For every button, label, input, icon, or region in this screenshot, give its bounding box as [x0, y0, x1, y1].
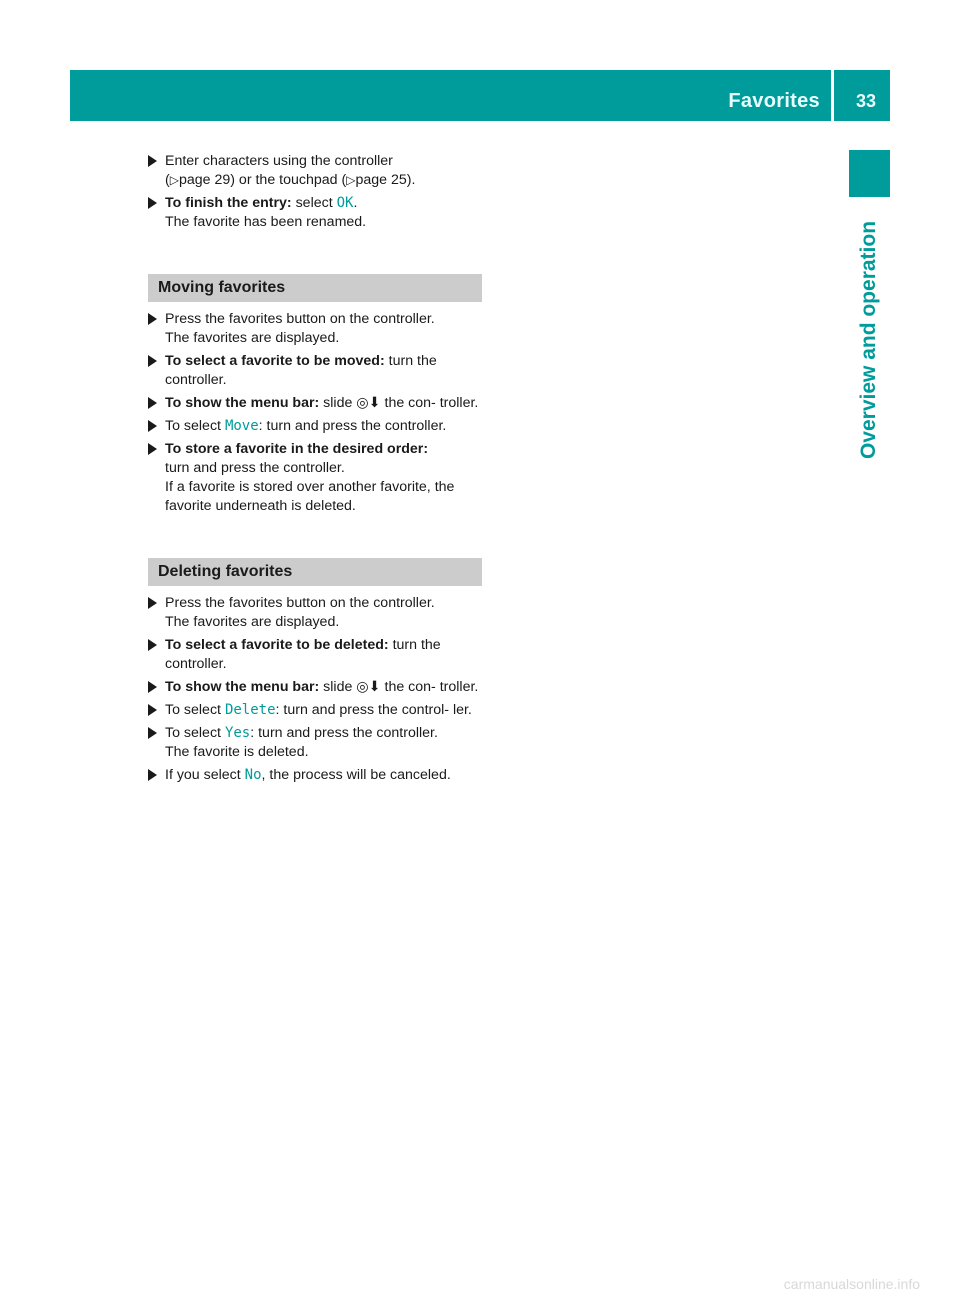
page-number: 33: [855, 91, 876, 111]
main-content: [148, 152, 482, 789]
page-ref-icon: ▷: [169, 173, 179, 187]
list-item: Press the favorites button on the controller. The favorites are displayed.: [148, 310, 482, 348]
bullet-arrow-icon: [148, 681, 157, 693]
list-item: To finish the entry: select OK. The favorite has been renamed.: [148, 194, 482, 232]
header-divider: [831, 70, 834, 121]
controller-slide-down-icon: ◎⬇: [356, 395, 381, 411]
list-item: Press the favorites button on the controller. The favorites are displayed.: [148, 594, 482, 632]
section-heading-moving: Moving favorites: [148, 274, 482, 302]
list-item: To select Yes: turn and press the controller. The favorite is deleted.: [148, 724, 482, 762]
list-item: To select a favorite to be deleted: turn the controller.: [148, 636, 482, 674]
list-item: Enter characters using the controller (▷page 29) or the touchpad (▷page 25).: [148, 152, 482, 190]
list-item: To show the menu bar: slide ◎⬇ the con- troller.: [148, 394, 482, 413]
bullet-arrow-icon: [148, 155, 157, 167]
side-tab-label: Overview and operation: [857, 220, 880, 460]
bullet-arrow-icon: [148, 443, 157, 455]
bullet-arrow-icon: [148, 597, 157, 609]
bullet-arrow-icon: [148, 769, 157, 781]
page-header: [70, 70, 890, 121]
side-tab-marker: [849, 150, 890, 197]
list-item: To select Move: turn and press the controller.: [148, 417, 482, 436]
list-item: To store a favorite in the desired order: turn and press the controller. If a favorite is stored over another favorite, the favorite underneath is deleted.: [148, 440, 482, 516]
list-item: To select a favorite to be moved: turn the controller.: [148, 352, 482, 390]
watermark: carmanualsonline.info: [783, 1276, 920, 1292]
bullet-arrow-icon: [148, 313, 157, 325]
page-title: Favorites: [728, 90, 820, 112]
bullet-arrow-icon: [148, 197, 157, 209]
controller-slide-down-icon: ◎⬇: [356, 679, 381, 695]
display-text-delete: Delete: [224, 702, 276, 718]
bullet-arrow-icon: [148, 727, 157, 739]
page-link[interactable]: page 25: [355, 172, 407, 188]
bullet-arrow-icon: [148, 704, 157, 716]
list-item: To select Delete: turn and press the control- ler.: [148, 701, 482, 720]
section-heading-deleting: Deleting favorites: [148, 558, 482, 586]
list-item: If you select No, the process will be canceled.: [148, 766, 482, 785]
bullet-arrow-icon: [148, 420, 157, 432]
list-item: To show the menu bar: slide ◎⬇ the con- troller.: [148, 678, 482, 697]
display-text-yes: Yes: [224, 725, 251, 741]
bullet-arrow-icon: [148, 397, 157, 409]
page-ref-icon: ▷: [346, 173, 356, 187]
bullet-arrow-icon: [148, 355, 157, 367]
bullet-arrow-icon: [148, 639, 157, 651]
page-link[interactable]: page 29: [178, 172, 231, 188]
display-text-ok: OK: [336, 195, 354, 211]
display-text-no: No: [244, 767, 262, 783]
display-text-move: Move: [224, 418, 259, 434]
